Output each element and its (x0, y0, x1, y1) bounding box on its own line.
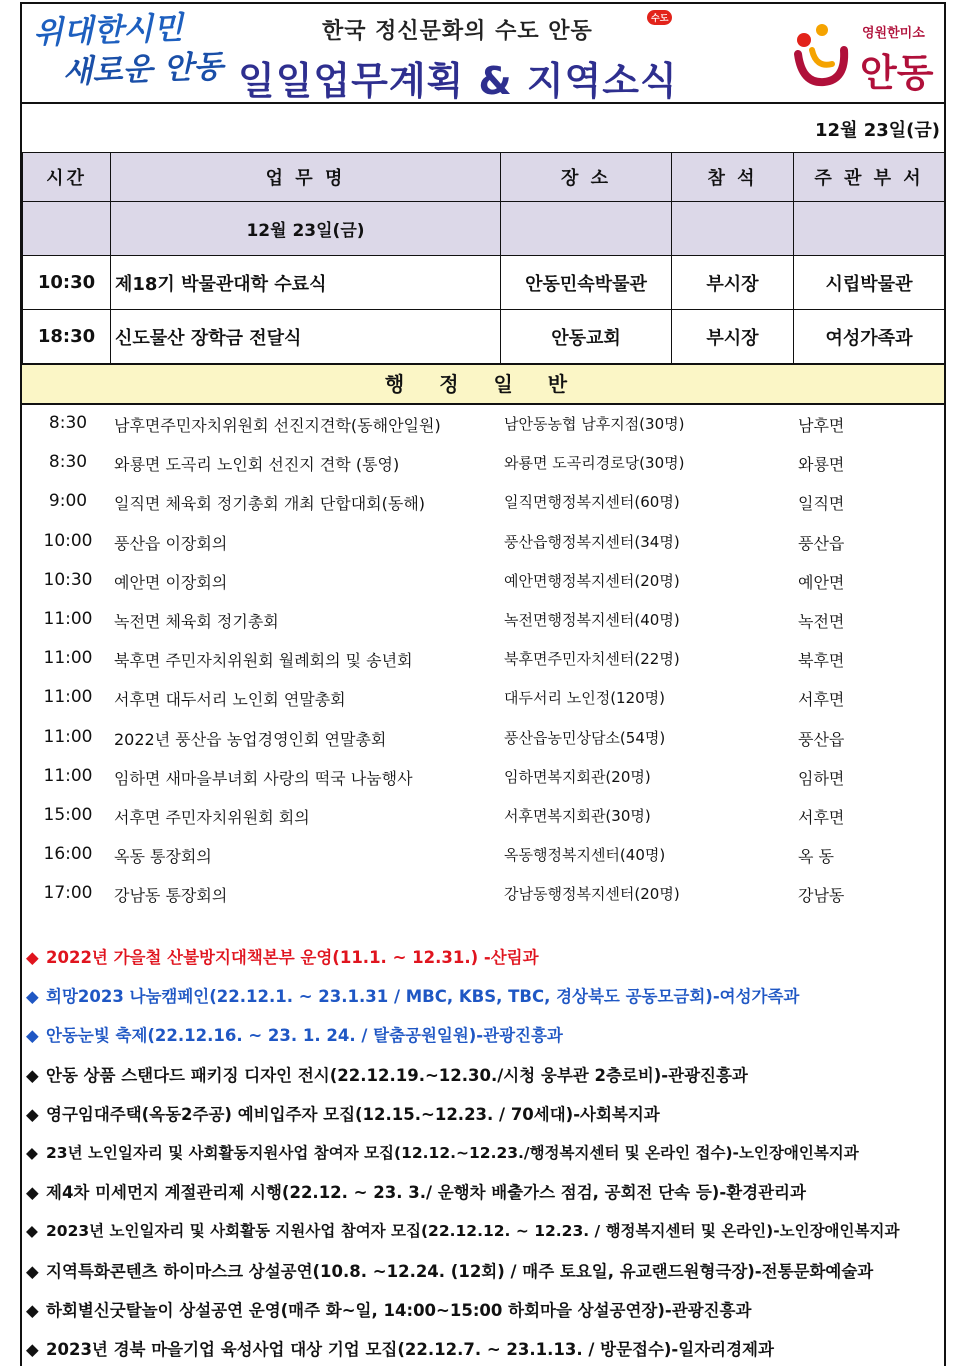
list-item (22, 835, 944, 874)
admin-dept: 남후면 (798, 416, 845, 435)
admin-time: 11:00 (43, 765, 93, 786)
diamond-bullet-icon: ◆ (26, 987, 39, 1007)
admin-time: 11:00 (43, 726, 93, 747)
diamond-bullet-icon: ◆ (26, 1339, 39, 1359)
notice-item (26, 1291, 944, 1330)
list-item (22, 443, 944, 482)
diamond-bullet-icon: ◆ (26, 948, 39, 967)
admin-place: 임하면복지회관(20명) (504, 767, 651, 786)
diamond-bullet-icon: ◆ (26, 1143, 38, 1162)
admin-section-title: 행 정 일 반 (22, 364, 944, 405)
event-name: 제18기 박물관대학 수료식 (111, 256, 501, 310)
admin-time: 11:00 (43, 687, 93, 708)
admin-place: 와룡면 도곡리경로당(30명) (504, 454, 685, 473)
smile-logo-icon (792, 20, 850, 90)
notice-item (26, 1330, 944, 1369)
admin-name: 남후면주민자치위원회 선진지견학(동해안일원) (114, 416, 441, 435)
admin-time: 8:30 (48, 452, 88, 473)
list-item (22, 639, 944, 678)
admin-dept: 서후면 (798, 807, 845, 827)
list-item (22, 796, 944, 835)
notice-text: 2022년 가을철 산불방지대책본부 운영(11.1. ~ 12.31.) -산림과 (46, 948, 539, 967)
admin-place: 일직면행정복지센터(60명) (504, 493, 680, 512)
notice-list (26, 938, 944, 1369)
admin-place: 옥동행정복지센터(40명) (504, 846, 666, 865)
date-row-cell (672, 202, 794, 256)
list-item (22, 678, 944, 717)
notice-text: 영구임대주택(옥동2주공) 예비입주자 모집(12.15.~12.23. / 70세대)-사회복지과 (46, 1104, 660, 1124)
admin-dept: 일직면 (798, 494, 845, 514)
notice-text: 안동 상품 스탠다드 패키징 디자인 전시(22.12.19.~12.30./시청 웅부관 2층로비)-관광진흥과 (46, 1065, 748, 1085)
admin-name: 와룡면 도곡리 노인회 선진지 견학 (통영) (114, 455, 400, 475)
admin-place: 북후면주민자치센터(22명) (504, 650, 680, 669)
notice-item (26, 1095, 944, 1134)
notice-item (26, 1134, 944, 1173)
list-item (22, 561, 944, 600)
admin-name: 일직면 체육회 정기총회 개최 단합대회(동해) (114, 494, 426, 514)
notice-text: 2023년 경북 마을기업 육성사업 대상 기업 모집(22.12.7. ~ 23.1.13. / 방문접수)-일자리경제과 (46, 1339, 774, 1359)
header-banner (22, 4, 944, 104)
event-attend: 부시장 (672, 256, 794, 310)
notice-text: 제4차 미세먼지 계절관리제 시행(22.12. ~ 23. 3./ 운행차 배출가스 점검, 공회전 단속 등)-환경관리과 (46, 1183, 806, 1203)
admin-place: 풍산읍행정복지센터(34명) (504, 532, 680, 551)
admin-place: 대두서리 노인정(120명) (504, 689, 666, 708)
admin-time: 16:00 (43, 844, 93, 865)
schedule-table (22, 152, 945, 364)
diamond-bullet-icon: ◆ (26, 1222, 38, 1241)
document-date: 12월 23일(금) (815, 120, 940, 141)
event-time: 18:30 (23, 310, 111, 364)
date-row-cell (501, 202, 672, 256)
andong-logo (792, 16, 942, 96)
date-row-cell (23, 202, 111, 256)
admin-time: 11:00 (43, 648, 93, 669)
document-frame (20, 2, 946, 1366)
notice-text: 지역특화콘텐츠 하이마스크 상설공연(10.8. ~12.24. (12회) / 매주 토요일, 유교랜드원형극장)-전통문화예술과 (46, 1261, 874, 1281)
notice-item (26, 1212, 944, 1251)
admin-place: 남안동농협 남후지점(30명) (504, 415, 685, 433)
diamond-bullet-icon: ◆ (26, 1261, 39, 1281)
notice-item (26, 977, 944, 1016)
list-item (22, 874, 944, 913)
notice-text: 희망2023 나눔캠페인(22.12.1. ~ 23.1.31 / MBC, KBS, TBC, 경상북도 공동모금회)-여성가족과 (46, 987, 800, 1007)
event-time: 10:30 (23, 256, 111, 310)
admin-name: 2022년 풍산읍 농업경영인회 연말총회 (114, 729, 387, 749)
notice-text: 23년 노인일자리 및 사회활동지원사업 참여자 모집(12.12.~12.23./행정복지센터 및 온라인 접수)-노인장애인복지과 (46, 1143, 859, 1162)
table-header-row (23, 153, 945, 202)
admin-time: 8:30 (48, 413, 88, 433)
admin-list (22, 404, 944, 913)
admin-time: 10:00 (43, 530, 93, 551)
admin-place: 풍산읍농민상담소(54명) (504, 728, 666, 747)
notice-item (26, 1173, 944, 1212)
event-dept: 시립박물관 (794, 256, 945, 310)
admin-dept: 풍산읍 (798, 533, 845, 553)
diamond-bullet-icon: ◆ (26, 1300, 39, 1320)
slogan-line-2: 새로운 안동 (62, 48, 224, 91)
admin-name: 서후면 주민자치위원회 회의 (114, 807, 310, 827)
diamond-bullet-icon: ◆ (26, 1183, 39, 1203)
list-item (22, 404, 944, 443)
logo-tagline: 영원한미소 (862, 26, 925, 41)
slogan-line-1: 위대한시민 (32, 10, 184, 52)
notice-item (26, 1056, 944, 1095)
notice-text: 하회별신굿탈놀이 상설공연 운영(매주 화~일, 14:00~15:00 하회마을 상설공연장)-관광진흥과 (46, 1300, 752, 1320)
event-place: 안동교회 (501, 310, 672, 364)
col-header-attend: 참 석 (672, 153, 794, 202)
admin-dept: 서후면 (798, 690, 845, 710)
notice-item (26, 938, 944, 977)
diamond-bullet-icon: ◆ (26, 1026, 39, 1046)
notice-item (26, 1252, 944, 1291)
admin-dept: 강남동 (798, 886, 845, 906)
notice-item (26, 1016, 944, 1055)
admin-time: 9:00 (48, 491, 88, 512)
slogan (33, 7, 226, 100)
list-item (22, 600, 944, 639)
event-dept: 여성가족과 (794, 310, 945, 364)
col-header-dept: 주 관 부 서 (794, 153, 945, 202)
admin-time: 15:00 (43, 804, 93, 825)
date-row-label: 12월 23일(금) (111, 202, 501, 256)
admin-name: 강남동 통장회의 (114, 886, 228, 906)
list-item (22, 482, 944, 521)
admin-dept: 북후면 (798, 651, 845, 671)
admin-name: 풍산읍 이장회의 (114, 533, 228, 553)
admin-dept: 풍산읍 (798, 729, 845, 749)
event-name: 신도물산 장학금 전달식 (111, 310, 501, 364)
event-place: 안동민속박물관 (501, 256, 672, 310)
event-attend: 부시장 (672, 310, 794, 364)
admin-dept: 녹전면 (798, 611, 845, 631)
badge: 수도 (647, 10, 672, 25)
sub-title: 한국 정신문화의 수도 안동 (322, 19, 593, 44)
admin-time: 10:30 (43, 569, 93, 590)
table-row (23, 256, 945, 310)
admin-place: 예안면행정복지센터(20명) (504, 571, 680, 590)
admin-time: 11:00 (43, 608, 93, 629)
col-header-place: 장 소 (501, 153, 672, 202)
list-item (22, 522, 944, 561)
admin-name: 옥동 통장회의 (114, 847, 212, 867)
admin-place: 강남동행정복지센터(20명) (504, 885, 680, 904)
admin-name: 예안면 이장회의 (114, 572, 228, 592)
admin-name: 서후면 대두서리 노인회 연말총회 (114, 690, 346, 710)
table-row (23, 310, 945, 364)
admin-name: 임하면 새마을부녀회 사랑의 떡국 나눔행사 (114, 768, 413, 788)
admin-time: 17:00 (43, 883, 93, 904)
list-item (22, 718, 944, 757)
notice-text: 2023년 노인일자리 및 사회활동 지원사업 참여자 모집(22.12.12. ~ 12.23. / 행정복지센터 및 온라인)-노인장애인복지과 (46, 1222, 900, 1241)
date-row (22, 102, 944, 154)
date-row-cell (794, 202, 945, 256)
table-date-row (23, 202, 945, 256)
diamond-bullet-icon: ◆ (26, 1065, 39, 1085)
admin-name: 북후면 주민자치위원회 월례회의 및 송년회 (114, 651, 413, 671)
admin-dept: 임하면 (798, 768, 845, 788)
admin-dept: 와룡면 (798, 455, 845, 475)
admin-name: 녹전면 체육회 정기총회 (114, 611, 279, 631)
admin-dept: 옥 동 (798, 847, 834, 867)
page-title: 일일업무계획 & 지역소식 (238, 59, 678, 103)
admin-place: 녹전면행정복지센터(40명) (504, 610, 680, 629)
admin-place: 서후면복지회관(30명) (504, 806, 651, 825)
logo-text: 안동 (860, 51, 934, 95)
notice-text: 안동눈빛 축제(22.12.16. ~ 23. 1. 24. / 탈춤공원일원)-관광진흥과 (46, 1026, 563, 1046)
list-item (22, 757, 944, 796)
col-header-task: 업 무 명 (111, 153, 501, 202)
admin-dept: 예안면 (798, 572, 845, 592)
diamond-bullet-icon: ◆ (26, 1104, 39, 1124)
col-header-time: 시간 (23, 153, 111, 202)
